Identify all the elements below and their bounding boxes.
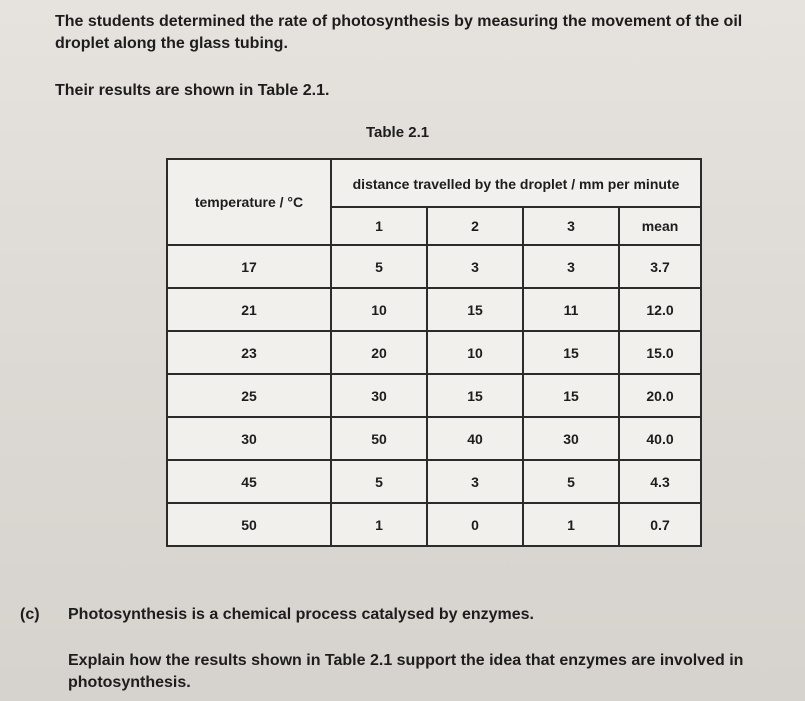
mean-cell: 0.7 xyxy=(619,503,701,546)
minute-2-header: 2 xyxy=(427,207,523,245)
temperature-header: temperature / °C xyxy=(167,159,331,245)
distance-cell: 11 xyxy=(523,288,619,331)
distance-cell: 30 xyxy=(523,417,619,460)
minute-3-header: 3 xyxy=(523,207,619,245)
results-table xyxy=(166,158,702,547)
table-header-row xyxy=(167,159,701,207)
table-title: Table 2.1 xyxy=(366,124,430,141)
distance-cell: 5 xyxy=(331,460,427,503)
temperature-cell: 23 xyxy=(167,331,331,374)
minute-1-header: 1 xyxy=(331,207,427,245)
table-row xyxy=(167,288,701,331)
table-row xyxy=(167,417,701,460)
intro-paragraph: The students determined the rate of photosynthesis by measuring the movement of the oil droplet along the glass tubing. xyxy=(55,13,743,52)
table-row xyxy=(167,331,701,374)
table-row xyxy=(167,460,701,503)
distance-cell: 5 xyxy=(523,460,619,503)
results-sentence: Their results are shown in Table 2.1. xyxy=(55,82,330,99)
distance-cell: 0 xyxy=(427,503,523,546)
question-c xyxy=(20,604,534,626)
question-c-label: (c) xyxy=(20,606,40,623)
table-row xyxy=(167,245,701,288)
distance-cell: 40 xyxy=(427,417,523,460)
temperature-cell: 45 xyxy=(167,460,331,503)
distance-cell: 20 xyxy=(331,331,427,374)
mean-header: mean xyxy=(619,207,701,245)
results-table-wrapper xyxy=(166,158,702,547)
mean-cell: 3.7 xyxy=(619,245,701,288)
distance-header: distance travelled by the droplet / mm per minute xyxy=(331,159,701,207)
temperature-cell: 17 xyxy=(167,245,331,288)
temperature-cell: 25 xyxy=(167,374,331,417)
distance-cell: 15 xyxy=(523,331,619,374)
distance-cell: 10 xyxy=(427,331,523,374)
temperature-cell: 30 xyxy=(167,417,331,460)
mean-cell: 20.0 xyxy=(619,374,701,417)
distance-cell: 3 xyxy=(427,245,523,288)
distance-cell: 30 xyxy=(331,374,427,417)
distance-cell: 10 xyxy=(331,288,427,331)
question-c-text: Photosynthesis is a chemical process catalysed by enzymes. xyxy=(68,606,534,623)
distance-cell: 50 xyxy=(331,417,427,460)
table-row xyxy=(167,374,701,417)
explain-prompt: Explain how the results shown in Table 2.1 support the idea that enzymes are involved in photosynthesis. xyxy=(68,652,744,691)
distance-cell: 5 xyxy=(331,245,427,288)
mean-cell: 40.0 xyxy=(619,417,701,460)
table-row xyxy=(167,503,701,546)
temperature-cell: 21 xyxy=(167,288,331,331)
distance-cell: 1 xyxy=(331,503,427,546)
distance-cell: 3 xyxy=(427,460,523,503)
distance-cell: 15 xyxy=(427,288,523,331)
distance-cell: 3 xyxy=(523,245,619,288)
distance-cell: 1 xyxy=(523,503,619,546)
distance-cell: 15 xyxy=(427,374,523,417)
mean-cell: 15.0 xyxy=(619,331,701,374)
mean-cell: 12.0 xyxy=(619,288,701,331)
temperature-cell: 50 xyxy=(167,503,331,546)
distance-cell: 15 xyxy=(523,374,619,417)
mean-cell: 4.3 xyxy=(619,460,701,503)
